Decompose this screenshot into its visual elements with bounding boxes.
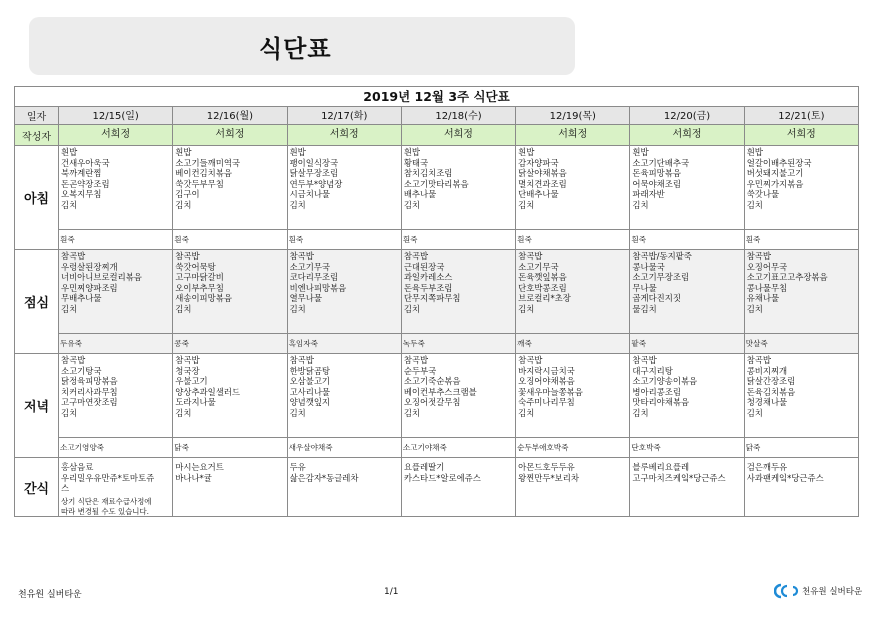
porridge-cell <box>630 230 744 250</box>
porridge-item: 흰죽 <box>174 235 189 244</box>
menu-item: 황태국 <box>403 157 429 168</box>
menu-item: 김치 <box>289 303 306 314</box>
snack-items <box>288 458 401 516</box>
menu-item: 소고기양송이볶음 <box>632 376 698 387</box>
menu-items <box>173 354 286 419</box>
menu-item: 비엔나피망볶음 <box>289 282 347 293</box>
menu-item: 베이컨김치볶음 <box>175 168 232 179</box>
meal-cell <box>173 354 287 438</box>
snack-items <box>59 458 172 497</box>
menu-items <box>59 354 172 419</box>
snack-item: 요플레딸기 <box>403 462 445 472</box>
menu-item: 김치 <box>632 407 649 418</box>
menu-item: 도라지나물 <box>175 397 216 408</box>
date-cell: 12/19(목) <box>516 107 630 125</box>
menu-item: 새송이피망볶음 <box>175 293 232 304</box>
snack-item: 고구마치즈케잌*당근쥬스 <box>632 472 726 483</box>
menu-item: 돈육김치볶음 <box>746 386 796 397</box>
menu-item: 김치 <box>746 199 763 210</box>
snack-cell <box>287 458 401 517</box>
menu-item: 우렁살된장찌개 <box>61 261 118 272</box>
menu-item: 참곡밥 <box>746 251 771 261</box>
menu-items <box>516 146 629 211</box>
menu-item: 어묵야채조림 <box>632 178 681 189</box>
date-cell: 12/16(월) <box>173 107 287 125</box>
page-title: 식단표 <box>259 35 332 63</box>
porridge-item: 닭죽 <box>174 443 189 452</box>
menu-items <box>173 146 286 211</box>
snack-content <box>630 458 743 516</box>
snack-items <box>402 458 515 516</box>
porridge-cell <box>287 334 401 354</box>
porridge-cell <box>287 230 401 250</box>
porridge-item: 녹두죽 <box>402 339 425 348</box>
menu-item: 유채나물 <box>746 293 780 304</box>
porridge-row <box>15 230 859 250</box>
menu-item: 김치 <box>175 303 192 314</box>
porridge-item: 흰죽 <box>631 235 647 244</box>
menu-items <box>745 250 858 315</box>
meal-cell <box>173 146 287 230</box>
menu-item: 참곡밥/동지팥죽 <box>632 251 692 261</box>
menu-item: 베이컨부추스크램블 <box>403 386 477 397</box>
meal-row <box>15 146 859 230</box>
menu-item: 연두부*양념장 <box>289 178 343 189</box>
meal-cell <box>630 354 744 438</box>
writer-label: 작성자 <box>15 125 59 146</box>
porridge-item: 흰죽 <box>517 235 532 244</box>
date-cell: 12/17(화) <box>287 107 401 125</box>
snack-cell <box>401 458 515 517</box>
meal-cell <box>516 250 630 334</box>
snack-content <box>516 458 629 516</box>
snack-content <box>745 458 858 516</box>
menu-item: 김치 <box>632 199 649 210</box>
menu-item: 김치 <box>175 407 192 418</box>
porridge-cell <box>630 438 744 458</box>
porridge-item: 깨죽 <box>517 339 532 348</box>
porridge-cell <box>744 334 858 354</box>
menu-item: 돈육깻잎볶음 <box>518 272 567 283</box>
menu-item: 소고기들깨미역국 <box>175 157 241 168</box>
date-row <box>15 107 859 125</box>
porridge-item: 흰죽 <box>60 235 75 244</box>
snack-item: 왕찐만두*보리차 <box>518 472 579 483</box>
menu-item: 참곡밥 <box>175 251 200 261</box>
menu-item: 얼갈이배추된장국 <box>746 157 812 168</box>
menu-item: 흰밥 <box>746 147 763 157</box>
porridge-item: 흑임자죽 <box>288 339 318 348</box>
menu-item: 무나물 <box>632 282 657 293</box>
menu-items <box>516 354 629 419</box>
porridge-item: 소고기영양죽 <box>60 443 105 452</box>
snack-item: 검은깨두유 <box>746 462 788 472</box>
porridge-item: 새우살야채죽 <box>288 443 333 452</box>
menu-item: 돈곤약장조림 <box>61 178 110 189</box>
menu-item: 참곡밥 <box>61 355 86 365</box>
menu-item: 김치 <box>175 199 192 210</box>
porridge-cell <box>744 230 858 250</box>
menu-items <box>173 250 286 315</box>
menu-items <box>630 146 743 211</box>
menu-item: 김치 <box>746 407 763 418</box>
menu-item: 김치 <box>61 303 78 314</box>
porridge-item: 순두부애호박죽 <box>517 443 569 452</box>
menu-items <box>745 354 858 419</box>
writer-cell: 서희정 <box>744 125 858 146</box>
menu-item: 김구이 <box>175 189 200 200</box>
menu-item: 물김치 <box>632 303 657 314</box>
menu-items <box>402 146 515 211</box>
menu-item: 열무나물 <box>289 293 322 304</box>
menu-item: 시금치나물 <box>289 189 331 200</box>
meal-cell <box>744 354 858 438</box>
porridge-cell <box>59 230 173 250</box>
menu-items <box>288 250 401 315</box>
menu-item: 브로컬리*초장 <box>518 293 571 304</box>
footer-org-name: 천유원 실버타운 <box>18 590 82 600</box>
snack-item: 삶은감자*동글레차 <box>289 472 359 483</box>
notice-line: 따라 변경될 수도 있습니다. <box>61 506 149 516</box>
menu-item: 흰밥 <box>61 147 78 157</box>
menu-notice <box>59 497 172 516</box>
snack-cell <box>744 458 858 517</box>
menu-item: 콩나물무침 <box>746 282 788 293</box>
menu-item: 콩나물국 <box>632 261 665 272</box>
snack-item: 우리밀우유만쥬*토마토쥬 <box>61 472 155 483</box>
menu-item: 김치 <box>61 407 78 418</box>
menu-items <box>402 354 515 419</box>
menu-item: 한방닭곰탕 <box>289 365 331 376</box>
snack-cell <box>59 458 173 517</box>
snack-items <box>745 458 858 516</box>
menu-item: 참곡밥 <box>61 251 86 261</box>
porridge-cell <box>516 230 630 250</box>
menu-item: 김치 <box>61 199 78 210</box>
menu-item: 흰밥 <box>632 147 649 157</box>
footer-logo <box>774 583 862 599</box>
meal-cell <box>516 146 630 230</box>
menu-item: 김치 <box>518 407 535 418</box>
menu-item: 흰밥 <box>289 147 306 157</box>
menu-item: 근대된장국 <box>403 261 445 272</box>
menu-item: 닭정육피망볶음 <box>61 376 118 387</box>
menu-item: 오징어무국 <box>746 261 788 272</box>
menu-item: 북까계란찜 <box>61 168 102 179</box>
menu-item: 쑥갓두부무침 <box>175 178 224 189</box>
menu-item: 흰밥 <box>403 147 421 157</box>
menu-item: 닭살야채볶음 <box>518 168 567 179</box>
menu-item: 배추나물 <box>403 189 437 200</box>
snack-item: 카스타드*알로에쥬스 <box>403 472 481 483</box>
menu-item: 단무지쪽파무침 <box>403 293 461 304</box>
menu-item: 참곡밥 <box>518 251 543 261</box>
menu-item: 소고기탕국 <box>61 365 102 376</box>
writer-cell: 서희정 <box>287 125 401 146</box>
menu-items <box>630 354 743 419</box>
snack-item: 두유 <box>289 462 306 472</box>
porridge-item: 콩죽 <box>174 339 189 348</box>
menu-item: 소고기단배추국 <box>632 157 690 168</box>
menu-item: 곱게다진지짓 <box>632 293 681 304</box>
menu-item: 김치 <box>403 303 421 314</box>
table-title: 2019년 12월 3주 식단표 <box>15 87 859 107</box>
writer-cell: 서희정 <box>630 125 744 146</box>
snack-items <box>630 458 743 516</box>
porridge-item: 흰죽 <box>288 235 304 244</box>
porridge-cell <box>173 438 287 458</box>
menu-item: 치커리사과무침 <box>61 386 118 397</box>
logo-icon <box>774 583 800 599</box>
date-label: 일자 <box>15 107 59 125</box>
notice-line: 상기 식단은 재료수급사정에 <box>61 497 152 507</box>
porridge-item: 맛살죽 <box>745 339 768 348</box>
menu-item: 소고기무국 <box>518 261 559 272</box>
meal-label: 점심 <box>15 250 59 354</box>
menu-item: 참치김치조림 <box>403 168 453 179</box>
writer-cell: 서희정 <box>59 125 173 146</box>
menu-item: 버섯돼지불고기 <box>746 168 804 179</box>
menu-item: 참곡밥 <box>175 355 200 365</box>
menu-item: 소고기표고고추장볶음 <box>746 272 828 283</box>
menu-item: 소고기죽순볶음 <box>403 376 461 387</box>
menu-item: 닭살간장조림 <box>746 376 796 387</box>
menu-items <box>745 146 858 211</box>
menu-item: 고사리나물 <box>289 386 331 397</box>
menu-item: 고구마닭갈비 <box>175 272 224 283</box>
meal-cell <box>59 250 173 334</box>
meal-cell <box>401 146 515 230</box>
meal-cell <box>59 146 173 230</box>
date-cell: 12/15(일) <box>59 107 173 125</box>
menu-item: 김치 <box>403 407 421 418</box>
footer-logo-text: 천유원 실버타운 <box>802 587 863 597</box>
menu-item: 파래자반 <box>632 189 665 200</box>
menu-item: 우불고기 <box>175 376 208 387</box>
snack-items <box>173 458 286 516</box>
writer-cell: 서희정 <box>401 125 515 146</box>
menu-item: 양상추과일샐러드 <box>175 386 241 397</box>
menu-item: 돈육두부조림 <box>403 282 453 293</box>
snack-cell <box>173 458 287 517</box>
meal-cell <box>744 250 858 334</box>
menu-items <box>402 250 515 315</box>
meal-cell <box>744 146 858 230</box>
porridge-cell <box>59 334 173 354</box>
meal-row <box>15 250 859 334</box>
menu-item: 소고기무장조림 <box>632 272 690 283</box>
porridge-item: 닭죽 <box>745 443 761 452</box>
snack-item: 마시는요거트 <box>175 462 224 472</box>
porridge-cell <box>287 438 401 458</box>
menu-item: 멸치견과조림 <box>518 178 567 189</box>
porridge-item: 팥죽 <box>631 339 647 348</box>
menu-item: 무배추나물 <box>61 293 102 304</box>
meal-cell <box>630 146 744 230</box>
porridge-item: 소고기야채죽 <box>402 443 447 452</box>
meal-cell <box>401 250 515 334</box>
menu-item: 과일카레소스 <box>403 272 453 283</box>
meal-cell <box>59 354 173 438</box>
porridge-item: 흰죽 <box>745 235 761 244</box>
menu-items <box>59 146 172 211</box>
porridge-cell <box>173 230 287 250</box>
menu-item: 김치 <box>518 199 535 210</box>
writer-row <box>15 125 859 146</box>
menu-item: 코다리무조림 <box>289 272 339 283</box>
date-cell: 12/20(금) <box>630 107 744 125</box>
menu-items <box>288 146 401 211</box>
snack-label: 간식 <box>15 458 59 517</box>
porridge-cell <box>401 230 515 250</box>
porridge-row <box>15 334 859 354</box>
porridge-item: 단호박죽 <box>631 443 661 452</box>
menu-item: 소고기무국 <box>289 261 331 272</box>
porridge-cell <box>173 334 287 354</box>
menu-item: 청국장 <box>175 365 200 376</box>
menu-item: 쑥갓나물 <box>746 189 780 200</box>
snack-item: 사과팬케잌*당근쥬스 <box>746 472 824 483</box>
meal-cell <box>173 250 287 334</box>
menu-item: 양념깻잎지 <box>289 397 331 408</box>
snack-content <box>59 458 172 516</box>
menu-item: 우민찌가지볶음 <box>746 178 804 189</box>
menu-item: 흰밥 <box>175 147 192 157</box>
menu-item: 팽이일식장국 <box>289 157 339 168</box>
menu-item: 대구지리탕 <box>632 365 673 376</box>
porridge-cell <box>516 438 630 458</box>
menu-items <box>516 250 629 315</box>
meal-cell <box>287 146 401 230</box>
menu-item: 오복지무침 <box>61 189 102 200</box>
snack-cell <box>630 458 744 517</box>
meal-cell <box>630 250 744 334</box>
porridge-cell <box>630 334 744 354</box>
meal-cell <box>287 250 401 334</box>
menu-item: 참곡밥 <box>289 251 314 261</box>
menu-item: 오징어야채볶음 <box>518 376 575 387</box>
menu-item: 바지락시금치국 <box>518 365 575 376</box>
menu-item: 콩비지찌개 <box>746 365 788 376</box>
menu-items <box>59 250 172 315</box>
snack-item: 스 <box>61 483 70 494</box>
menu-item: 쑥갓어묵탕 <box>175 261 216 272</box>
menu-item: 너비아니브로컬리볶음 <box>61 272 142 283</box>
date-cell: 12/18(수) <box>401 107 515 125</box>
meal-row <box>15 354 859 438</box>
menu-item: 건새우아욱국 <box>61 157 110 168</box>
footer-page-number: 1/1 <box>384 587 399 597</box>
menu-item: 참곡밥 <box>518 355 543 365</box>
menu-item: 김치 <box>518 303 535 314</box>
porridge-cell <box>59 438 173 458</box>
menu-item: 참곡밥 <box>403 355 429 365</box>
page-title-box <box>29 17 575 75</box>
snack-content <box>173 458 286 516</box>
meal-label: 저녁 <box>15 354 59 458</box>
menu-item: 순두부국 <box>403 365 437 376</box>
menu-item: 꽃새우마늘쫑볶음 <box>518 386 583 397</box>
writer-cell: 서희정 <box>173 125 287 146</box>
menu-items <box>288 354 401 419</box>
menu-item: 참곡밥 <box>632 355 657 365</box>
menu-item: 단호박콩조림 <box>518 282 567 293</box>
menu-item: 흰밥 <box>518 147 535 157</box>
menu-item: 소고기맛타리볶음 <box>403 178 469 189</box>
menu-item: 참곡밥 <box>746 355 771 365</box>
snack-row <box>15 458 859 517</box>
menu-item: 오이부추무침 <box>175 282 224 293</box>
porridge-cell <box>744 438 858 458</box>
menu-item: 숙주미나리무침 <box>518 397 575 408</box>
menu-item: 김치 <box>403 199 421 210</box>
porridge-item: 두유죽 <box>60 339 83 348</box>
porridge-cell <box>516 334 630 354</box>
snack-content <box>402 458 515 516</box>
menu-item: 청경채나물 <box>746 397 788 408</box>
date-cell: 12/21(토) <box>744 107 858 125</box>
menu-table <box>14 86 859 517</box>
menu-item: 참곡밥 <box>289 355 314 365</box>
snack-item: 홍삼음료 <box>61 462 94 472</box>
porridge-item: 흰죽 <box>402 235 418 244</box>
menu-item: 돈육피망볶음 <box>632 168 681 179</box>
menu-item: 닭살무장조림 <box>289 168 339 179</box>
menu-item: 우민찌양파조림 <box>61 282 118 293</box>
menu-item: 참곡밥 <box>403 251 429 261</box>
writer-cell: 서희정 <box>516 125 630 146</box>
menu-items <box>630 250 743 315</box>
porridge-row <box>15 438 859 458</box>
snack-cell <box>516 458 630 517</box>
menu-item: 김치 <box>746 303 763 314</box>
snack-item: 아몬드호두두유 <box>518 462 575 472</box>
menu-item: 고구마연잣조림 <box>61 397 118 408</box>
menu-item: 감자양파국 <box>518 157 559 168</box>
menu-item: 맛타리야채볶음 <box>632 397 690 408</box>
menu-item: 오징어젓갈무침 <box>403 397 461 408</box>
menu-item: 병아리콩조림 <box>632 386 681 397</box>
snack-content <box>288 458 401 516</box>
meal-cell <box>516 354 630 438</box>
snack-item: 바나나*귤 <box>175 472 212 483</box>
meal-label: 아침 <box>15 146 59 250</box>
meal-cell <box>287 354 401 438</box>
snack-items <box>516 458 629 516</box>
menu-item: 김치 <box>289 199 306 210</box>
menu-item: 오삼불고기 <box>289 376 331 387</box>
porridge-cell <box>401 334 515 354</box>
porridge-cell <box>401 438 515 458</box>
snack-item: 블루베리요플레 <box>632 462 690 472</box>
menu-item: 김치 <box>289 407 306 418</box>
meal-cell <box>401 354 515 438</box>
menu-item: 단배추나물 <box>518 189 559 200</box>
